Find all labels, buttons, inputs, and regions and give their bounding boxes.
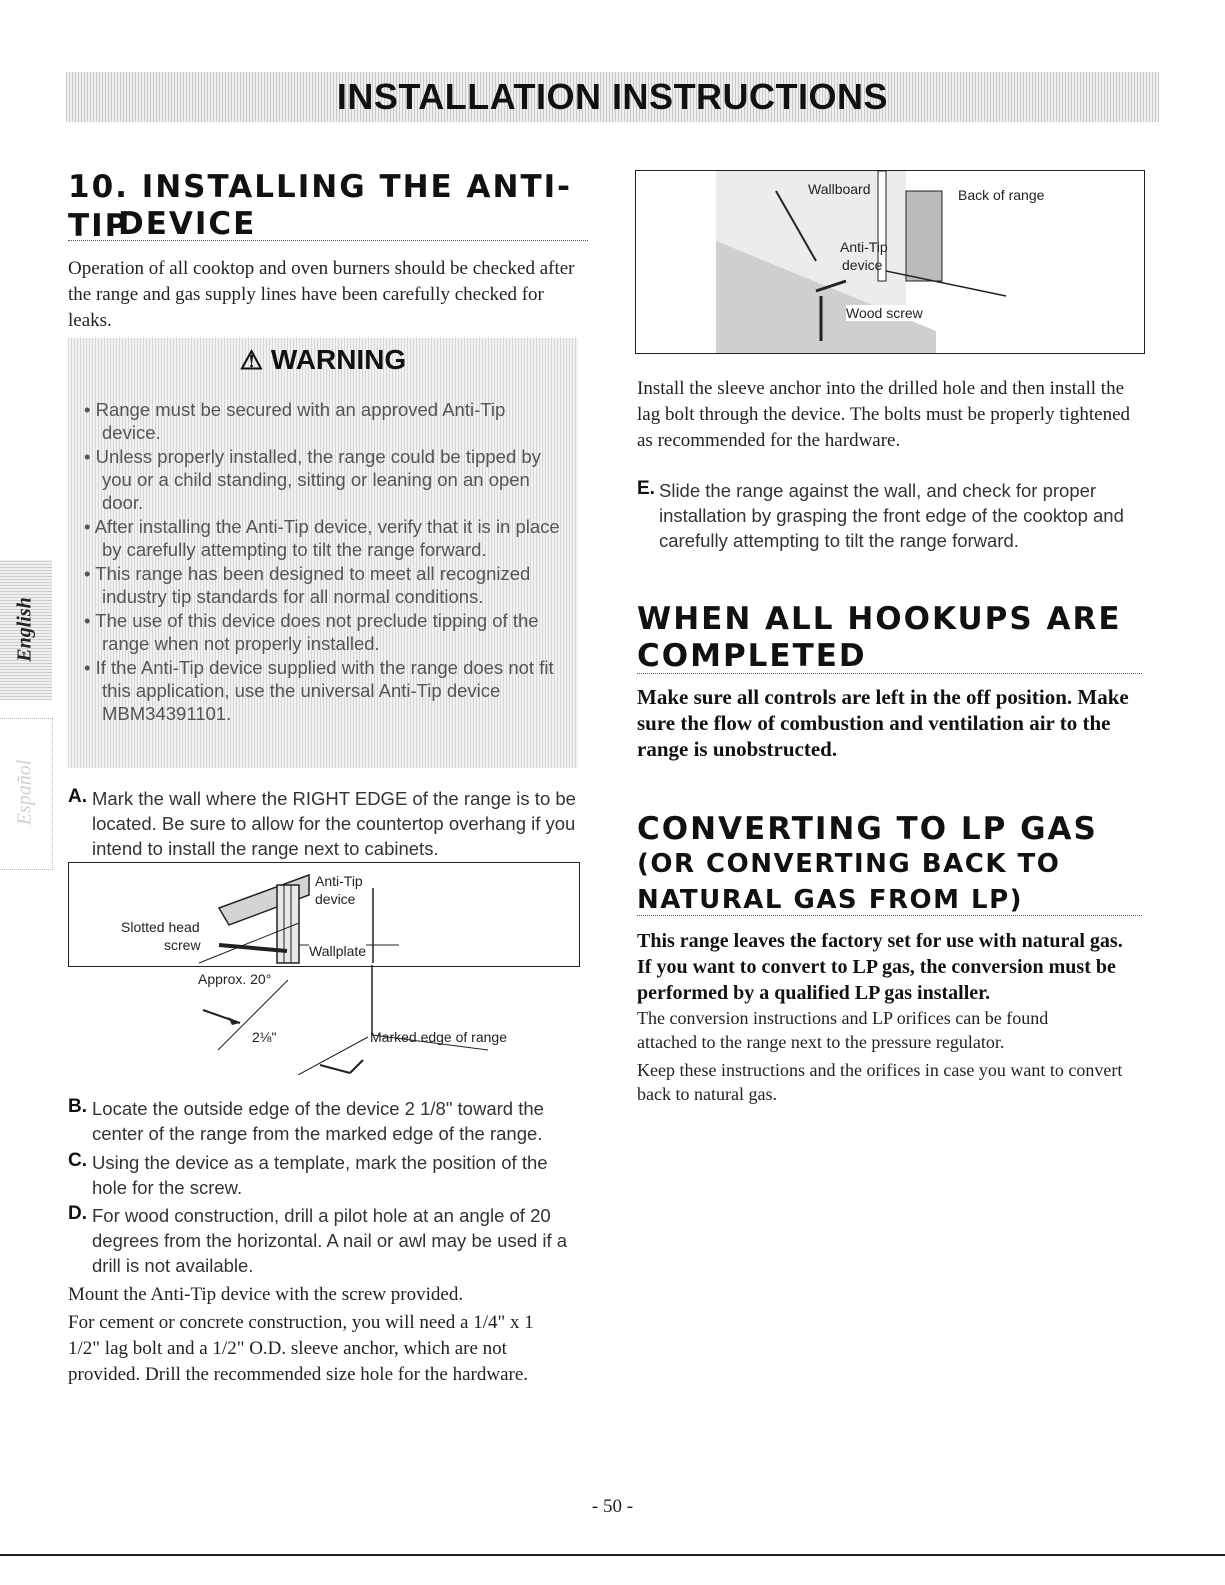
warning-item: • The use of this device does not preclude tipping of the range when not properly installed.: [84, 610, 539, 654]
warning-item: • Range must be secured with an approved Anti-Tip device.: [84, 399, 506, 443]
hookups-rule: [637, 673, 1142, 674]
fig2-device-label: device: [842, 257, 883, 273]
step-c-text: Using the device as a template, mark the position of the hole for the screw.: [92, 1152, 548, 1198]
hookups-title-line1: WHEN ALL HOOKUPS ARE: [637, 601, 1122, 637]
step-d-letter: D.: [68, 1203, 87, 1224]
page-title: INSTALLATION INSTRUCTIONS: [336, 76, 889, 117]
section-10-intro: Operation of all cooktop and oven burners should be checked after the range and gas supply lines have been carefully checked for leaks.: [68, 258, 575, 331]
section-10-title-line1: 10. INSTALLING THE ANTI-TIP: [68, 169, 573, 244]
step-b-text: Locate the outside edge of the device 2 1/8" toward the center of the range from the marked edge of the range.: [92, 1098, 544, 1144]
section-10-title-line2: DEVICE: [118, 206, 257, 242]
warning-heading: ⚠ WARNING: [239, 344, 407, 375]
lp-paragraph-2: Keep these instructions and the orifices in case you want to convert back to natural gas.: [637, 1060, 1123, 1104]
figure-anti-tip-wall: [68, 862, 580, 967]
side-tab-english-label: English: [13, 597, 36, 662]
figure-wallboard: [635, 170, 1145, 354]
step-a-text: Mark the wall where the RIGHT EDGE of the range is to be located. Be sure to allow for the countertop overhang if you intend to install the range next to cabinets.: [92, 788, 576, 859]
lp-paragraph-1: The conversion instructions and LP orifices can be found attached to the range next to the pressure regulator.: [637, 1008, 1049, 1052]
warning-item: • After installing the Anti-Tip device, verify that it is in place by carefully attempting to tilt the range forward.: [84, 516, 560, 560]
fig1-measure-label: 2⅛": [252, 1029, 277, 1045]
step-a-letter: A.: [68, 786, 87, 807]
lp-subtitle-line1: (OR CONVERTING BACK TO: [637, 849, 1061, 879]
lp-rule: [637, 915, 1142, 916]
warning-item: • This range has been designed to meet all recognized industry tip standards for all normal conditions.: [84, 563, 531, 607]
figure-anti-tip-measure: [68, 965, 578, 1075]
install-sleeve-text: Install the sleeve anchor into the drilled hole and then install the lag bolt through the device. The bolts must be properly tightened as recommended for the hardware.: [637, 378, 1131, 451]
step-e-letter: E.: [637, 478, 655, 499]
fig1-wallplate-label: Wallplate: [309, 943, 367, 959]
step-e-text: Slide the range against the wall, and check for proper installation by grasping the front edge of the cooktop and carefully attempting to tilt the range forward.: [659, 480, 1124, 551]
wallboard-diagram: [636, 171, 1144, 353]
step-c-letter: C.: [68, 1150, 87, 1171]
page-bottom-rule: [0, 1554, 1225, 1556]
warning-box: [68, 338, 578, 768]
fig1-approx-label: Approx. 20°: [198, 971, 272, 987]
header-banner: [66, 72, 1159, 122]
cement-text: For cement or concrete construction, you will need a 1/4" x 1 1/2" lag bolt and a 1/2" O.D. sleeve anchor, which are not provided. Drill the recommended size hole for the hardware.: [68, 1312, 534, 1385]
fig1-screw-label: screw: [164, 937, 201, 953]
side-tab-espanol: [0, 718, 53, 870]
warning-list: [84, 398, 564, 725]
page-number: - 50 -: [591, 1496, 634, 1517]
lp-bold-text: This range leaves the factory set for use with natural gas. If you want to convert to LP gas, the conversion must be performed by a qualified LP gas installer.: [637, 930, 1123, 1004]
hookups-text: Make sure all controls are left in the off position. Make sure the flow of combustion and ventilation air to the range is unobstructed.: [637, 685, 1129, 761]
warning-item: • Unless properly installed, the range could be tipped by you or a child standing, sitting or leaning on an open door.: [84, 446, 541, 513]
fig2-back-of-range-label: Back of range: [958, 187, 1045, 203]
lp-subtitle-line2: NATURAL GAS FROM LP): [637, 885, 1024, 915]
fig2-anti-tip-label: Anti-Tip: [840, 239, 888, 255]
step-b-letter: B.: [68, 1096, 87, 1117]
side-tab-english: [0, 560, 52, 700]
side-tab-espanol-label: Español: [13, 759, 36, 826]
fig1-device-label: device: [315, 891, 356, 907]
section-10-rule: [68, 240, 588, 241]
fig2-wallboard-label: Wallboard: [808, 181, 871, 197]
lp-title: CONVERTING TO LP GAS: [637, 811, 1098, 847]
fig1-marked-edge-label: Marked edge of range: [370, 1029, 507, 1045]
fig2-wood-screw-label: Wood screw: [846, 305, 923, 321]
warning-triangle-icon: ⚠: [239, 345, 264, 375]
measure-diagram: [68, 965, 578, 1075]
fig1-anti-tip-label: Anti-Tip: [315, 873, 363, 889]
mount-text: Mount the Anti-Tip device with the screw provided.: [68, 1284, 464, 1305]
warning-item: • If the Anti-Tip device supplied with the range does not fit this application, use the universal Anti-Tip device MBM34391101.: [84, 657, 554, 724]
hookups-title-line2: COMPLETED: [637, 638, 867, 674]
fig1-slotted-head-label: Slotted head: [121, 919, 200, 935]
step-d-text: For wood construction, drill a pilot hole at an angle of 20 degrees from the horizontal. A nail or awl may be used if a drill is not available.: [92, 1205, 568, 1276]
